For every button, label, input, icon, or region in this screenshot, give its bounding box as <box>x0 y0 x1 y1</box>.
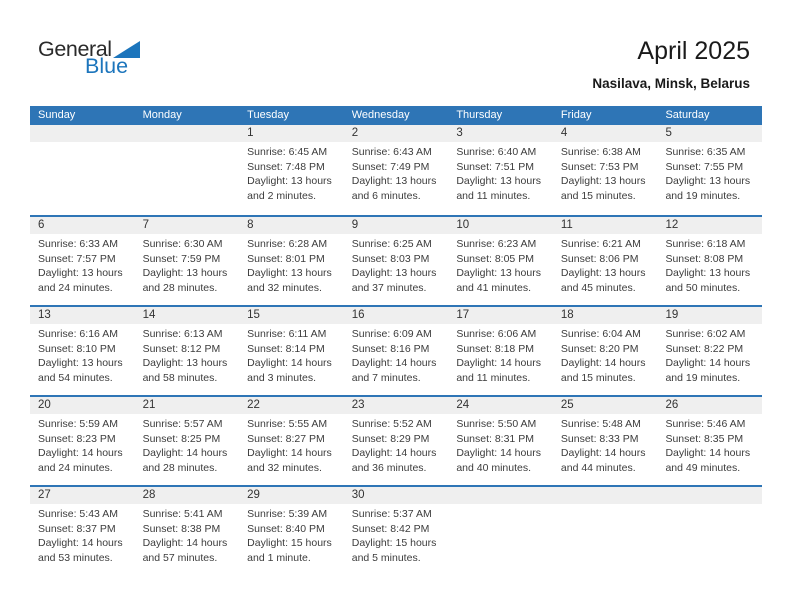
sunset-line: Sunset: 7:49 PM <box>351 160 430 173</box>
sunrise-line: Sunrise: 5:50 AM <box>456 418 537 430</box>
calendar <box>30 106 762 575</box>
daylight-line: Daylight: 13 hours <box>560 267 646 280</box>
sunrise-line: Sunrise: 6:30 AM <box>142 238 223 250</box>
sunset-line: Sunset: 8:37 PM <box>38 522 116 535</box>
sunrise-line: Sunrise: 5:59 AM <box>38 418 118 430</box>
sunset-line: Sunset: 8:14 PM <box>247 342 325 355</box>
day-cell <box>344 414 449 475</box>
daylight-line: Daylight: 14 hours <box>38 537 123 550</box>
daylight-line: Daylight: 14 hours <box>351 357 437 370</box>
sunrise-line: Sunrise: 6:28 AM <box>247 238 328 250</box>
sunset-line: Sunset: 7:53 PM <box>560 160 639 173</box>
daylight-line: Daylight: 13 hours <box>247 267 332 280</box>
day-number: 28 <box>142 489 156 501</box>
day-number: 13 <box>38 309 51 321</box>
day-number: 29 <box>247 489 260 501</box>
day-cell <box>239 414 344 475</box>
daylight-line-continued: and 36 minutes. <box>351 461 427 474</box>
day-number: 19 <box>665 309 679 321</box>
sunset-line: Sunset: 7:57 PM <box>38 252 116 265</box>
daylight-line-continued: and 28 minutes. <box>142 281 218 294</box>
weekday-header-wednesday: Wednesday <box>351 109 410 121</box>
sunset-line: Sunset: 8:38 PM <box>142 522 221 535</box>
daylight-line-continued: and 32 minutes. <box>247 461 322 474</box>
daylight-line-continued: and 5 minutes. <box>351 551 421 564</box>
day-number: 18 <box>560 309 574 321</box>
day-number: 15 <box>247 309 260 321</box>
sunset-line: Sunset: 8:22 PM <box>665 342 744 355</box>
day-number-band <box>30 397 762 414</box>
day-number: 4 <box>560 127 568 139</box>
sunset-line: Sunset: 8:42 PM <box>351 522 430 535</box>
day-cell <box>448 234 553 295</box>
sunset-line: Sunset: 8:16 PM <box>351 342 430 355</box>
daylight-line: Daylight: 13 hours <box>247 175 332 188</box>
daylight-line: Daylight: 14 hours <box>142 537 228 550</box>
day-number <box>553 487 658 504</box>
daylight-line: Daylight: 13 hours <box>351 175 437 188</box>
daylight-line: Daylight: 15 hours <box>351 537 437 550</box>
day-number: 3 <box>456 127 463 139</box>
day-number: 2 <box>351 127 359 139</box>
sunrise-line: Sunrise: 5:43 AM <box>38 508 118 520</box>
daylight-line: Daylight: 13 hours <box>38 357 123 370</box>
daylight-line: Daylight: 14 hours <box>456 357 541 370</box>
day-number <box>30 125 135 142</box>
day-number: 1 <box>247 127 254 139</box>
weekday-header-tuesday: Tuesday <box>247 109 289 121</box>
day-cell <box>239 234 344 295</box>
week-row <box>30 125 762 215</box>
sunrise-line: Sunrise: 5:41 AM <box>142 508 223 520</box>
page-title: April 2025 <box>637 37 750 65</box>
day-number-band <box>30 307 762 324</box>
day-number: 21 <box>142 399 156 411</box>
week-details-row <box>30 234 762 295</box>
sunrise-line: Sunrise: 6:45 AM <box>247 146 328 158</box>
sunset-line: Sunset: 7:51 PM <box>456 160 534 173</box>
day-cell <box>448 142 553 203</box>
daylight-line: Daylight: 14 hours <box>38 447 123 460</box>
sunrise-line: Sunrise: 5:57 AM <box>142 418 223 430</box>
general-blue-logo <box>38 37 140 78</box>
sunset-line: Sunset: 8:03 PM <box>351 252 430 265</box>
day-number: 6 <box>38 219 45 231</box>
sunset-line: Sunset: 8:20 PM <box>560 342 639 355</box>
sunrise-line: Sunrise: 5:46 AM <box>665 418 746 430</box>
daylight-line-continued: and 2 minutes. <box>247 189 317 202</box>
week-row <box>30 485 762 575</box>
sunrise-line: Sunrise: 6:02 AM <box>665 328 746 340</box>
daylight-line-continued: and 19 minutes. <box>665 189 741 202</box>
sunrise-line: Sunrise: 5:39 AM <box>247 508 328 520</box>
day-number: 10 <box>456 219 470 231</box>
sunrise-line: Sunrise: 6:25 AM <box>351 238 432 250</box>
sunset-line: Sunset: 8:06 PM <box>560 252 639 265</box>
sunrise-line: Sunrise: 6:06 AM <box>456 328 537 340</box>
day-cell <box>553 142 658 203</box>
day-cell <box>239 324 344 385</box>
day-cell <box>135 234 240 295</box>
sunrise-line: Sunrise: 6:09 AM <box>351 328 432 340</box>
daylight-line-continued: and 24 minutes. <box>38 461 113 474</box>
daylight-line-continued: and 37 minutes. <box>351 281 427 294</box>
daylight-line-continued: and 53 minutes. <box>38 551 113 564</box>
sunrise-line: Sunrise: 6:43 AM <box>351 146 432 158</box>
day-cell <box>657 414 762 475</box>
daylight-line: Daylight: 13 hours <box>351 267 437 280</box>
day-cell <box>30 234 135 295</box>
sunrise-line: Sunrise: 6:38 AM <box>560 146 641 158</box>
sunset-line: Sunset: 8:18 PM <box>456 342 534 355</box>
daylight-line: Daylight: 13 hours <box>665 267 751 280</box>
day-cell <box>344 234 449 295</box>
daylight-line-continued: and 58 minutes. <box>142 371 218 384</box>
daylight-line: Daylight: 13 hours <box>560 175 646 188</box>
calendar-weeks <box>30 125 762 575</box>
weekday-header-thursday: Thursday <box>456 109 503 121</box>
day-cell <box>448 414 553 475</box>
daylight-line: Daylight: 13 hours <box>456 175 541 188</box>
sunset-line: Sunset: 8:40 PM <box>247 522 325 535</box>
sunrise-line: Sunrise: 5:52 AM <box>351 418 432 430</box>
sunset-line: Sunset: 8:05 PM <box>456 252 534 265</box>
daylight-line-continued: and 6 minutes. <box>351 189 421 202</box>
day-cell <box>553 504 658 565</box>
week-details-row <box>30 414 762 475</box>
day-number: 16 <box>351 309 365 321</box>
day-number: 30 <box>351 489 365 501</box>
daylight-line: Daylight: 13 hours <box>38 267 123 280</box>
daylight-line-continued: and 3 minutes. <box>247 371 317 384</box>
daylight-line-continued: and 57 minutes. <box>142 551 218 564</box>
sunset-line: Sunset: 8:10 PM <box>38 342 116 355</box>
weekday-header-sunday: Sunday <box>38 109 76 121</box>
daylight-line-continued: and 50 minutes. <box>665 281 741 294</box>
daylight-line-continued: and 24 minutes. <box>38 281 113 294</box>
daylight-line: Daylight: 15 hours <box>247 537 332 550</box>
day-cell <box>448 324 553 385</box>
day-number <box>657 487 762 504</box>
daylight-line-continued: and 7 minutes. <box>351 371 421 384</box>
sunrise-line: Sunrise: 6:40 AM <box>456 146 537 158</box>
day-number: 25 <box>560 399 574 411</box>
week-row <box>30 305 762 395</box>
sunrise-line: Sunrise: 6:04 AM <box>560 328 641 340</box>
sunset-line: Sunset: 8:33 PM <box>560 432 639 445</box>
day-cell <box>30 324 135 385</box>
daylight-line: Daylight: 13 hours <box>142 357 228 370</box>
weekday-header-monday: Monday <box>142 109 182 121</box>
daylight-line-continued: and 11 minutes. <box>456 189 531 202</box>
sunrise-line: Sunrise: 6:16 AM <box>38 328 118 340</box>
daylight-line-continued: and 32 minutes. <box>247 281 322 294</box>
daylight-line-continued: and 45 minutes. <box>560 281 636 294</box>
day-number: 7 <box>142 219 149 231</box>
day-number: 5 <box>665 127 672 139</box>
daylight-line: Daylight: 13 hours <box>142 267 228 280</box>
sunset-line: Sunset: 7:59 PM <box>142 252 221 265</box>
sunrise-line: Sunrise: 6:35 AM <box>665 146 746 158</box>
daylight-line: Daylight: 14 hours <box>142 447 228 460</box>
day-cell <box>30 414 135 475</box>
day-cell <box>344 504 449 565</box>
day-number <box>448 487 553 504</box>
day-cell <box>135 504 240 565</box>
daylight-line-continued: and 44 minutes. <box>560 461 636 474</box>
week-details-row <box>30 504 762 565</box>
sunrise-line: Sunrise: 6:13 AM <box>142 328 223 340</box>
sunrise-line: Sunrise: 6:23 AM <box>456 238 537 250</box>
day-cell <box>30 504 135 565</box>
day-cell <box>30 142 135 203</box>
sunset-line: Sunset: 7:55 PM <box>665 160 744 173</box>
day-cell <box>239 504 344 565</box>
sunset-line: Sunset: 8:12 PM <box>142 342 221 355</box>
day-number-band <box>30 125 762 142</box>
day-number: 17 <box>456 309 470 321</box>
daylight-line-continued: and 41 minutes. <box>456 281 532 294</box>
daylight-line-continued: and 11 minutes. <box>456 371 531 384</box>
sunset-line: Sunset: 8:29 PM <box>351 432 430 445</box>
daylight-line-continued: and 19 minutes. <box>665 371 741 384</box>
daylight-line: Daylight: 14 hours <box>456 447 541 460</box>
daylight-line: Daylight: 14 hours <box>560 447 646 460</box>
daylight-line: Daylight: 14 hours <box>247 357 332 370</box>
weekday-header-saturday: Saturday <box>665 109 710 121</box>
title-block <box>592 38 750 91</box>
day-cell <box>553 234 658 295</box>
daylight-line-continued: and 54 minutes. <box>38 371 113 384</box>
day-number: 24 <box>456 399 470 411</box>
day-cell <box>135 142 240 203</box>
day-number: 11 <box>560 219 573 231</box>
sunrise-line: Sunrise: 5:55 AM <box>247 418 328 430</box>
sunrise-line: Sunrise: 5:37 AM <box>351 508 432 520</box>
day-number: 14 <box>142 309 156 321</box>
sunrise-line: Sunrise: 6:33 AM <box>38 238 118 250</box>
week-details-row <box>30 324 762 385</box>
logo-text-general: General <box>38 36 112 61</box>
day-cell <box>344 324 449 385</box>
sunset-line: Sunset: 7:48 PM <box>247 160 325 173</box>
logo-text-blue: Blue <box>85 54 129 78</box>
daylight-line-continued: and 49 minutes. <box>665 461 741 474</box>
sunrise-line: Sunrise: 6:18 AM <box>665 238 746 250</box>
daylight-line-continued: and 15 minutes. <box>560 371 636 384</box>
day-number-band <box>30 487 762 504</box>
day-cell <box>657 324 762 385</box>
day-cell <box>135 414 240 475</box>
day-cell <box>239 142 344 203</box>
daylight-line: Daylight: 14 hours <box>665 357 751 370</box>
sunset-line: Sunset: 8:31 PM <box>456 432 534 445</box>
page-subtitle: Nasilava, Minsk, Belarus <box>592 75 750 91</box>
sunrise-line: Sunrise: 6:11 AM <box>247 328 327 340</box>
day-cell <box>657 142 762 203</box>
daylight-line: Daylight: 14 hours <box>665 447 751 460</box>
day-number: 26 <box>665 399 679 411</box>
day-number-band <box>30 217 762 234</box>
day-number: 8 <box>247 219 254 231</box>
sunset-line: Sunset: 8:35 PM <box>665 432 744 445</box>
day-number <box>135 125 240 142</box>
day-cell <box>657 504 762 565</box>
sunrise-line: Sunrise: 5:48 AM <box>560 418 641 430</box>
sunset-line: Sunset: 8:25 PM <box>142 432 221 445</box>
daylight-line: Daylight: 14 hours <box>247 447 332 460</box>
sunset-line: Sunset: 8:27 PM <box>247 432 325 445</box>
day-number: 9 <box>351 219 359 231</box>
daylight-line-continued: and 1 minute. <box>247 551 311 564</box>
week-row <box>30 215 762 305</box>
daylight-line: Daylight: 13 hours <box>456 267 541 280</box>
week-row <box>30 395 762 485</box>
sunset-line: Sunset: 8:23 PM <box>38 432 116 445</box>
day-number: 20 <box>38 399 51 411</box>
day-cell <box>135 324 240 385</box>
daylight-line: Daylight: 14 hours <box>560 357 646 370</box>
weekday-header-friday: Friday <box>560 109 592 121</box>
day-number: 22 <box>247 399 260 411</box>
daylight-line-continued: and 40 minutes. <box>456 461 532 474</box>
week-details-row <box>30 142 762 203</box>
day-number: 23 <box>351 399 365 411</box>
daylight-line-continued: and 28 minutes. <box>142 461 218 474</box>
day-cell <box>657 234 762 295</box>
sunset-line: Sunset: 8:08 PM <box>665 252 744 265</box>
daylight-line-continued: and 15 minutes. <box>560 189 636 202</box>
day-cell <box>553 324 658 385</box>
day-number: 12 <box>665 219 679 231</box>
sunrise-line: Sunrise: 6:21 AM <box>560 238 641 250</box>
day-cell <box>553 414 658 475</box>
sunset-line: Sunset: 8:01 PM <box>247 252 325 265</box>
day-cell <box>344 142 449 203</box>
day-number: 27 <box>38 489 51 501</box>
daylight-line: Daylight: 13 hours <box>665 175 751 188</box>
daylight-line: Daylight: 14 hours <box>351 447 437 460</box>
weekday-header-row <box>30 106 762 125</box>
day-cell <box>448 504 553 565</box>
